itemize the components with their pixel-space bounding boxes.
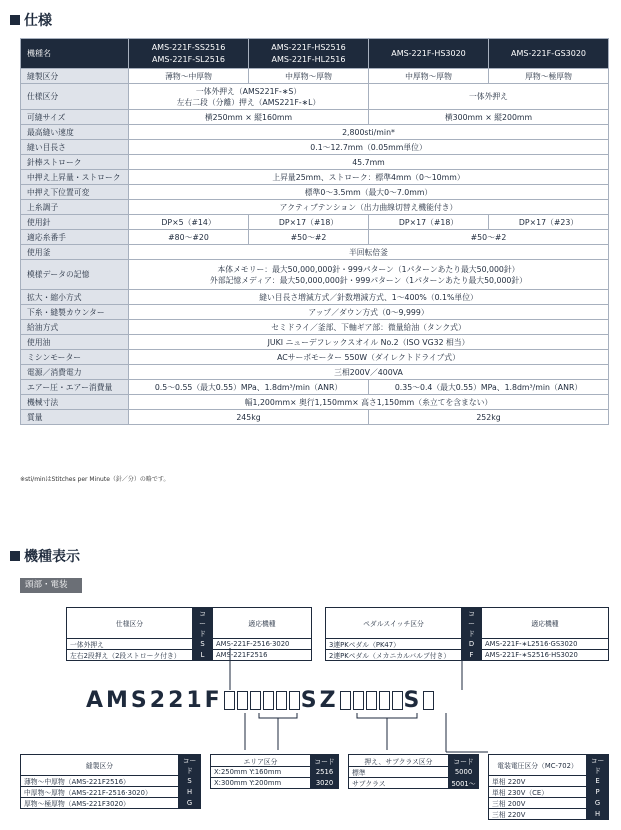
code-slot: [276, 691, 287, 710]
spec-row-label: 機械寸法: [21, 395, 129, 410]
square-bullet-icon: [10, 15, 20, 25]
spec-value: 245kg: [129, 410, 369, 425]
spec-row: [21, 365, 609, 380]
spec-value: DP×5（#14）: [129, 215, 249, 230]
table-row: 2連PKペダル（メカニカルバルブ付き） F AMS-221F-∗S2516·HS3020: [326, 650, 609, 661]
code-slot: [379, 691, 390, 710]
table-row: 一体外押え S AMS-221F-2516·3020: [67, 639, 312, 650]
code-slot: [340, 691, 351, 710]
code-slot: [289, 691, 300, 710]
spec-value: #50〜#2: [249, 230, 369, 245]
spec-row: [21, 245, 609, 260]
spec-row-label: 縫製区分: [21, 69, 129, 84]
square-bullet-icon: [10, 551, 20, 561]
table-row: 標準 5000: [349, 767, 479, 778]
spec-header-row: [21, 39, 609, 69]
spec-row-label: 電源／消費電力: [21, 365, 129, 380]
spec-value: 2,800sti/min*: [129, 125, 609, 140]
spec-header-label: 機種名: [21, 39, 129, 69]
head-electrical-tag: 頭部・電装: [20, 578, 82, 593]
spec-row-label: 使用針: [21, 215, 129, 230]
spec-value-line: 外部記憶メディア：最大50,000,000針・999パターン（1パターンあたり最大50,000針）: [210, 275, 527, 285]
table-row: 3連PKペダル（PK47） D AMS-221F-∗L2516·GS3020: [326, 639, 609, 650]
table-row: 単相 230V（CE） P: [489, 787, 609, 798]
spec-value-line: 一体外押え（AMS221F-∗S）: [195, 86, 302, 96]
spec-row: [21, 410, 609, 425]
area-code-box: エリア区分 コード X:250mm Y:160mm 2516 X:300mm Y:200mm 3020: [210, 754, 339, 789]
spec-row-label: ミシンモーター: [21, 350, 129, 365]
spec-row: [21, 140, 609, 155]
spec-row: [21, 335, 609, 350]
spec-row: [21, 170, 609, 185]
spec-row: [21, 230, 609, 245]
spec-row-label: 中押え下位置可変: [21, 185, 129, 200]
spec-value: [129, 260, 609, 290]
spec-row: [21, 260, 609, 290]
spec-row: [21, 200, 609, 215]
spec-row-label: 針棒ストローク: [21, 155, 129, 170]
spec-table: [20, 38, 609, 425]
spec-row-label: 縫い目長さ: [21, 140, 129, 155]
spec-row-label: 上糸調子: [21, 200, 129, 215]
spec-value: 幅1,200mm× 奥行1,150mm× 高さ1,150mm（糸立てを含まない）: [129, 395, 609, 410]
table-row: X:300mm Y:200mm 3020: [211, 778, 339, 789]
spec-value: JUKI ニューデフレックスオイル No.2（ISO VG32 相当）: [129, 335, 609, 350]
spec-value: 中厚物〜厚物: [369, 69, 489, 84]
spec-row: [21, 110, 609, 125]
spec-value: 縫い目長さ増減方式／針数増減方式、1〜400%（0.1%単位）: [129, 290, 609, 305]
code-slot: [423, 691, 434, 710]
spec-header-model: AMS-221F-SS2516 AMS-221F-SL2516: [129, 39, 249, 69]
spec-row: [21, 155, 609, 170]
code-slot: [353, 691, 364, 710]
spec-row-label: 最高縫い速度: [21, 125, 129, 140]
spec-section-title: 仕様: [10, 10, 52, 30]
spec-row: [21, 125, 609, 140]
table-row: 厚物〜極厚物（AMS-221F3020） G: [21, 798, 201, 809]
spec-row: [21, 290, 609, 305]
spec-value: アクティブテンション（出力曲線切替え機能付き）: [129, 200, 609, 215]
designation-section-title: 機種表示: [10, 546, 80, 566]
spec-value: 横300mm × 縦200mm: [369, 110, 609, 125]
code-slot: [263, 691, 274, 710]
presser-code-box: 押え、サブクラス区分 コード 標準 5000 サブクラス 5001〜: [348, 754, 479, 789]
spec-header-model: AMS-221F-HS3020: [369, 39, 489, 69]
spec-row: [21, 320, 609, 335]
spec-row-label: 適応糸番手: [21, 230, 129, 245]
spec-value: 上昇量25mm、ストローク：標準4mm（0〜10mm）: [129, 170, 609, 185]
table-row: サブクラス 5001〜: [349, 778, 479, 789]
spec-row: [21, 380, 609, 395]
spec-row: [21, 185, 609, 200]
spec-value: 中厚物〜厚物: [249, 69, 369, 84]
spec-value-line: 本体メモリー：最大50,000,000針・999パターン（1パターンあたり最大50,000針）: [217, 264, 520, 274]
spec-row-label: 使用油: [21, 335, 129, 350]
spec-footnote: ※sti/minはStitches per Minute（針／分）の略です。: [20, 476, 170, 483]
spec-row: [21, 305, 609, 320]
spec-value: 0.35〜0.4（最大0.55）MPa、1.8dm³/min（ANR）: [369, 380, 609, 395]
spec-row-label: 可縫サイズ: [21, 110, 129, 125]
spec-value: 半回転倍釜: [129, 245, 609, 260]
spec-value: 0.1〜12.7mm（0.05mm単位）: [129, 140, 609, 155]
spec-value: 45.7mm: [129, 155, 609, 170]
spec-row: [21, 69, 609, 84]
spec-value: 0.5〜0.55（最大0.55）MPa、1.8dm³/min（ANR）: [129, 380, 369, 395]
model-designation: AMS221F SZ S: [86, 688, 435, 713]
spec-value: 横250mm × 縦160mm: [129, 110, 369, 125]
table-row: 中厚物〜厚物（AMS-221F-2516·3020） H: [21, 787, 201, 798]
spec-value: 252kg: [369, 410, 609, 425]
spec-row-label: 質量: [21, 410, 129, 425]
spec-value: 三相200V／400VA: [129, 365, 609, 380]
spec-value: 厚物〜極厚物: [489, 69, 609, 84]
table-row: 左右2段押え（2段ストローク付き） L AMS-221F2516: [67, 650, 312, 661]
spec-row-label: エアー圧・エアー消費量: [21, 380, 129, 395]
spec-row-label: 中押え上昇量・ストローク: [21, 170, 129, 185]
spec-value: セミドライ／釜部、下軸ギア部：微量給油（タンク式）: [129, 320, 609, 335]
spec-value: #50〜#2: [369, 230, 609, 245]
spec-row-label: 仕様区分: [21, 84, 129, 110]
spec-row: [21, 395, 609, 410]
table-row: 三相 220V H: [489, 809, 609, 820]
spec-row-label: 模様データの記憶: [21, 260, 129, 290]
table-row: 薄物〜中厚物（AMS-221F2516） S: [21, 776, 201, 787]
table-row: 三相 200V G: [489, 798, 609, 809]
code-slot: [392, 691, 403, 710]
spec-row-label: 拡大・縮小方式: [21, 290, 129, 305]
sewing-code-box: 縫製区分 コード 薄物〜中厚物（AMS-221F2516） S 中厚物〜厚物（AMS-221F-2516·3020） H 厚物〜極厚物（AMS-221F3020） G: [20, 754, 201, 809]
code-slot: [366, 691, 377, 710]
spec-value: 一体外押え: [369, 84, 609, 110]
spec-row-label: 下糸・縫製カウンター: [21, 305, 129, 320]
code-slot: [237, 691, 248, 710]
spec-value: DP×17（#23）: [489, 215, 609, 230]
spec-value: アップ／ダウン方式（0〜9,999）: [129, 305, 609, 320]
spec-value: DP×17（#18）: [249, 215, 369, 230]
pedal-code-box: ペダルスイッチ区分 コード 適応機種 3連PKペダル（PK47） D AMS-221F-∗L2516·GS3020 2連PKペダル（メカニカルバルブ付き） F AMS-221F-∗S2516·HS3020: [325, 607, 609, 661]
code-slot: [250, 691, 261, 710]
spec-code-box: 仕様区分 コード 適応機種 一体外押え S AMS-221F-2516·3020 左右2段押え（2段ストローク付き） L AMS-221F2516: [66, 607, 312, 661]
spec-header-model: AMS-221F-GS3020: [489, 39, 609, 69]
table-row: X:250mm Y:160mm 2516: [211, 767, 339, 778]
spec-row-label: 給油方式: [21, 320, 129, 335]
spec-value: 標準0〜3.5mm（最大0〜7.0mm）: [129, 185, 609, 200]
spec-value: ACサーボモーター 550W（ダイレクトドライブ式）: [129, 350, 609, 365]
spec-row: [21, 350, 609, 365]
spec-value-line: 左右二段（分離）押え（AMS221F-∗L）: [176, 97, 321, 107]
voltage-code-box: 電装電圧区分（MC-702） コード 単相 220V E 単相 230V（CE） P 三相 200V G 三相 220V H: [488, 754, 609, 820]
spec-value: [129, 84, 369, 110]
spec-header-model: AMS-221F-HS2516 AMS-221F-HL2516: [249, 39, 369, 69]
spec-value: 薄物〜中厚物: [129, 69, 249, 84]
spec-row: [21, 215, 609, 230]
spec-row-label: 使用釜: [21, 245, 129, 260]
spec-value: #80〜#20: [129, 230, 249, 245]
spec-row: [21, 84, 609, 110]
spec-value: DP×17（#18）: [369, 215, 489, 230]
code-slot: [224, 691, 235, 710]
table-row: 単相 220V E: [489, 776, 609, 787]
